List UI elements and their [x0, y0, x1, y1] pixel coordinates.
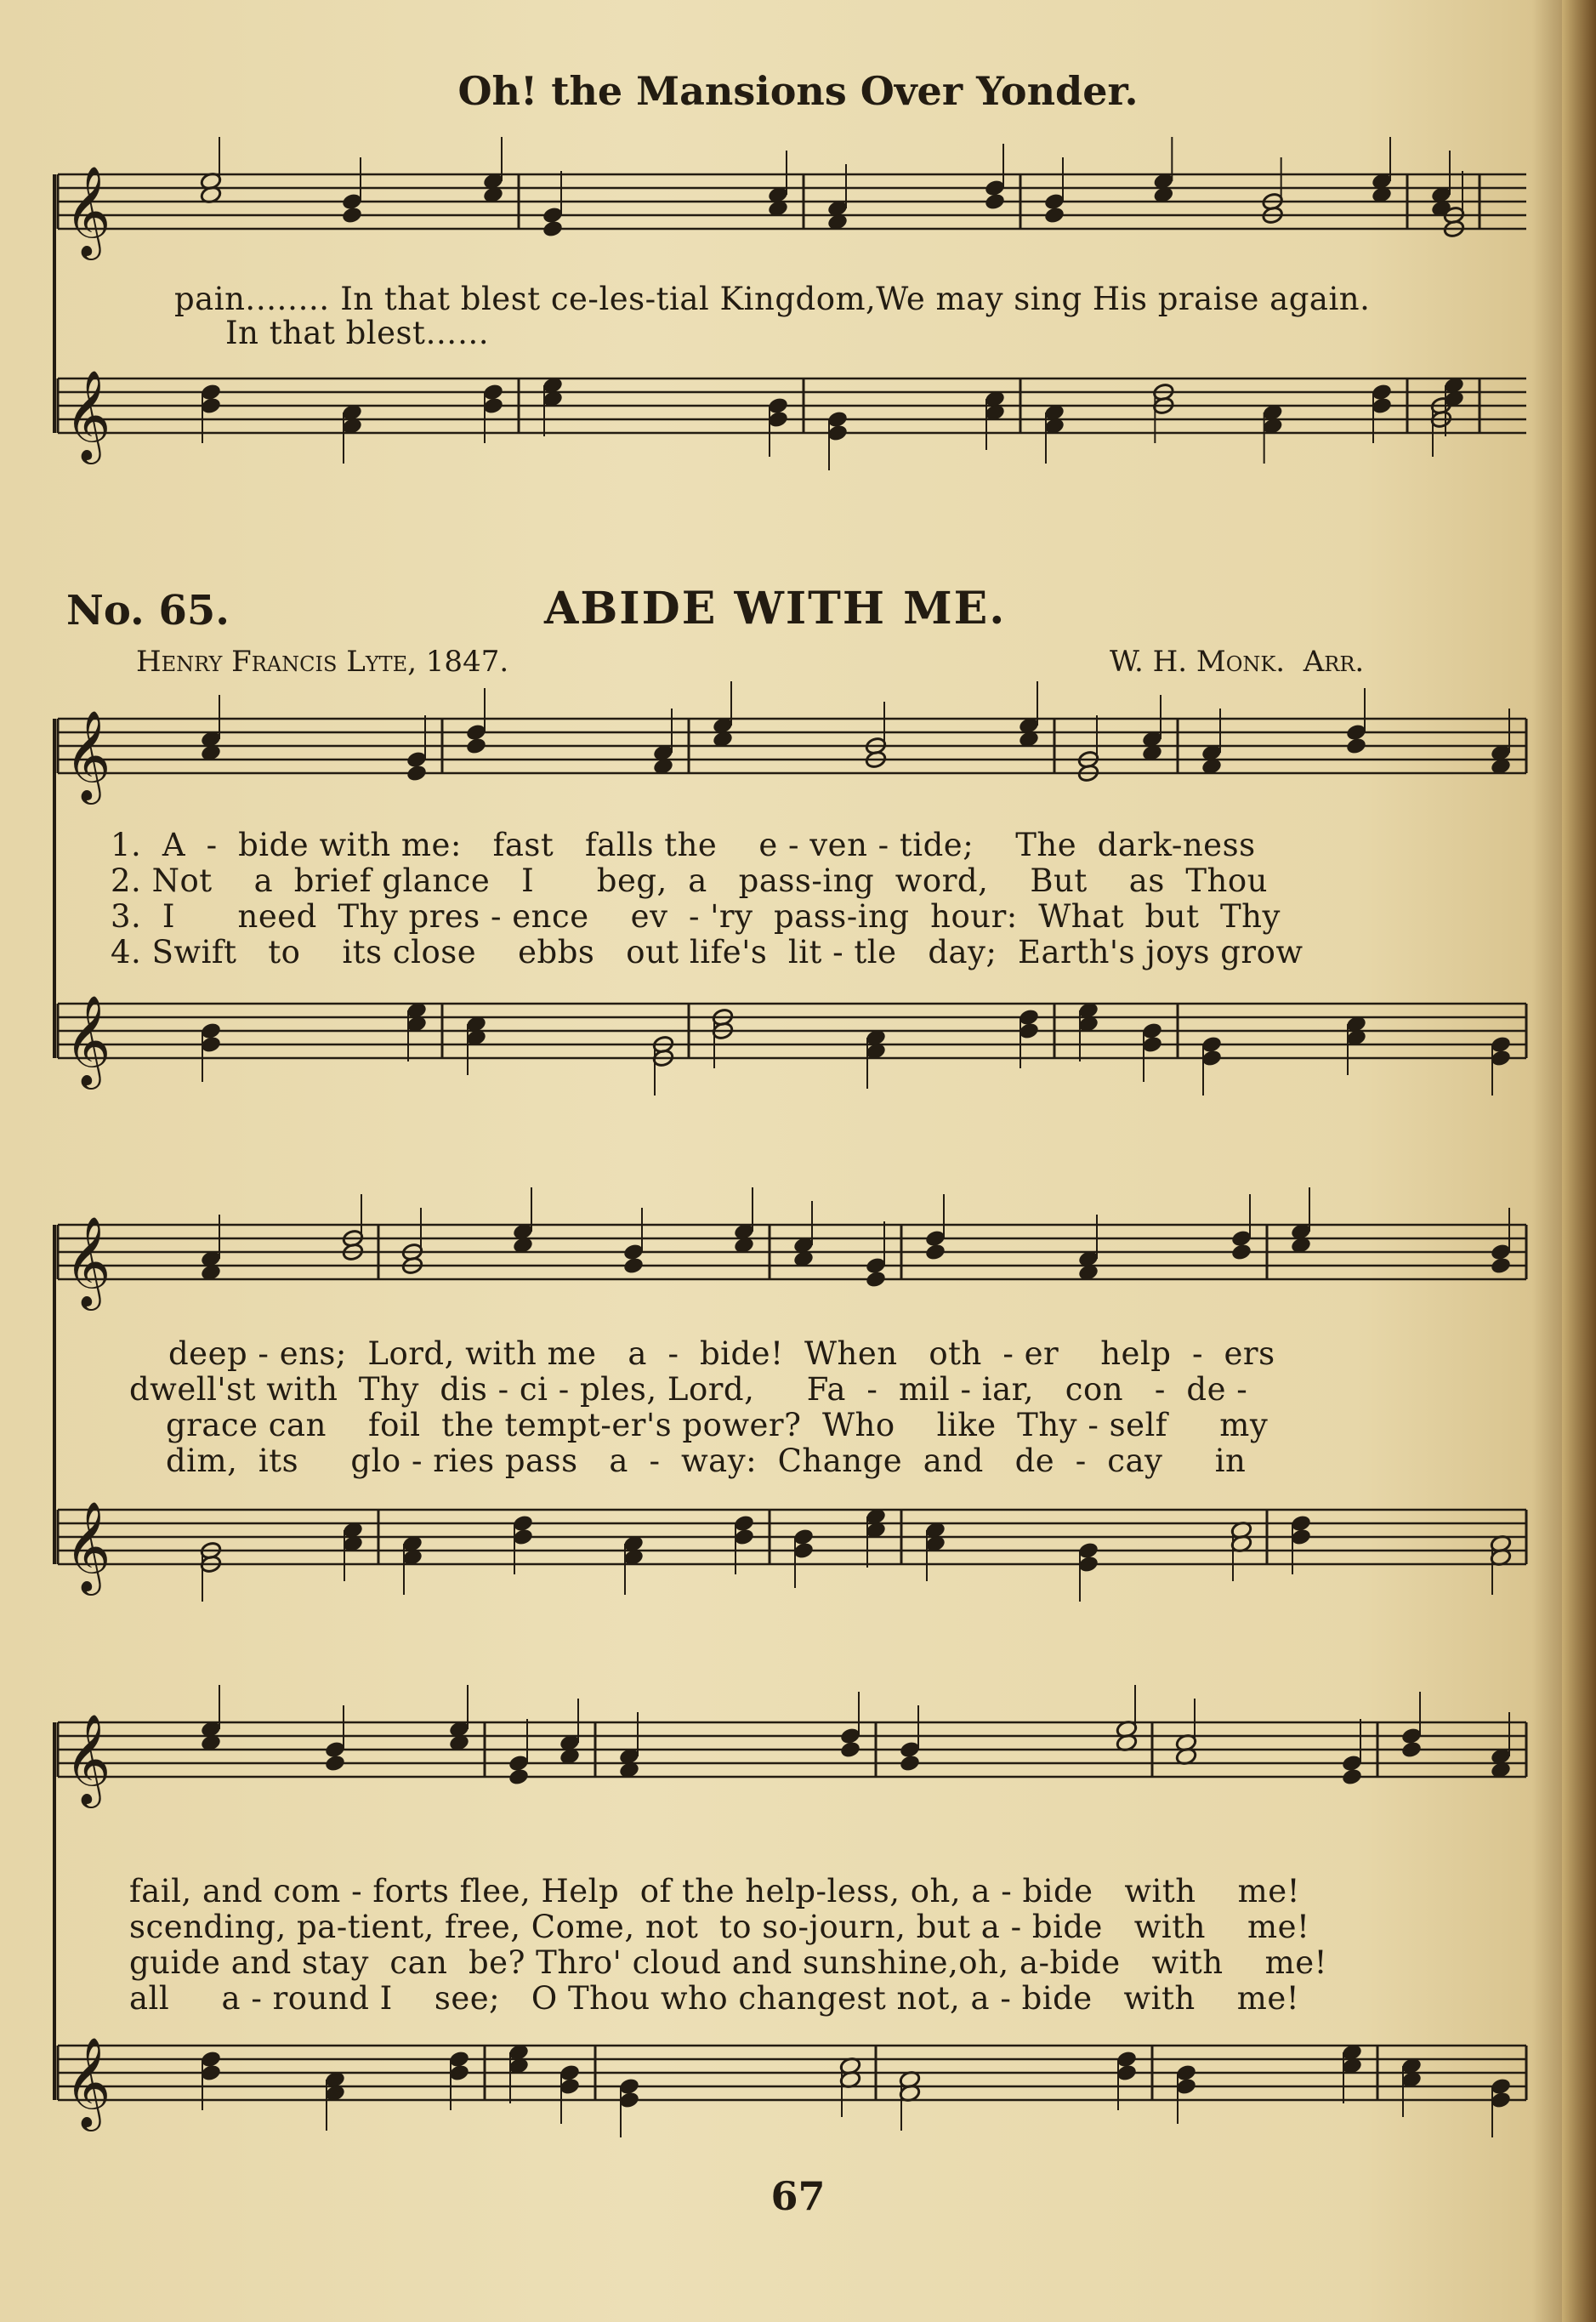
verse-1-line-3: fail, and com - forts flee, Help of the help-less, oh, a - bide with me! — [129, 1873, 1300, 1909]
svg-text:𝄞: 𝄞 — [65, 2036, 111, 2127]
verse-4-line-3: all a - round I see; O Thou who changest not, a - bide with me! — [129, 1980, 1300, 2017]
svg-text:𝄞: 𝄞 — [65, 994, 111, 1085]
verse-2-line-3: scending, pa-tient, free, Come, not to so-journ, but a - bide with me! — [129, 1909, 1310, 1945]
svg-text:𝄞: 𝄞 — [65, 1500, 111, 1591]
verse-1-line-1: 1. A - bide with me: fast falls the e - ven - tide; The dark-ness — [111, 827, 1256, 863]
previous-hymn-lyric-line-2: In that blest…… — [225, 315, 490, 351]
svg-text:𝄞: 𝄞 — [65, 165, 111, 256]
hymn-number: No. 65. — [66, 587, 230, 635]
verse-4-line-2: dim, its glo - ries pass a - way: Change and de - cay in — [166, 1443, 1247, 1479]
verse-2-line-2: dwell'st with Thy dis - ci - ples, Lord, Fa - mil - iar, con - de - — [129, 1371, 1248, 1408]
svg-text:𝄞: 𝄞 — [65, 1713, 111, 1804]
svg-text:𝄞: 𝄞 — [65, 369, 111, 460]
verse-1-line-2: deep - ens; Lord, with me a - bide! When oth - er help - ers — [168, 1335, 1275, 1372]
svg-text:𝄞: 𝄞 — [65, 1215, 111, 1306]
svg-text:𝄞: 𝄞 — [65, 709, 111, 800]
previous-hymn-title: Oh! the Mansions Over Yonder. — [457, 68, 1139, 114]
previous-hymn-lyric-line-1: pain.….… In that blest ce-les-tial Kingdom,We may sing His praise again. — [174, 281, 1371, 317]
hymn-composer: W. H. Monk. Arr. — [1110, 645, 1365, 679]
verse-3-line-3: guide and stay can be? Thro' cloud and sunshine,oh, a-bide with me! — [129, 1944, 1327, 1981]
verse-2-line-1: 2. Not a brief glance I beg, a pass-ing word, But as Thou — [111, 862, 1268, 899]
verse-3-line-2: grace can foil the tempt-er's power? Who like Thy - self my — [166, 1407, 1269, 1443]
hymn-author: Henry Francis Lyte, 1847. — [136, 645, 509, 679]
page-number: 67 — [770, 2173, 826, 2219]
hymn-title: ABIDE WITH ME. — [544, 583, 1007, 635]
verse-4-line-1: 4. Swift to its close ebbs out life's lit - tle day; Earth's joys grow — [111, 934, 1303, 970]
verse-3-line-1: 3. I need Thy pres - ence ev - 'ry pass-ing hour: What but Thy — [111, 898, 1281, 935]
